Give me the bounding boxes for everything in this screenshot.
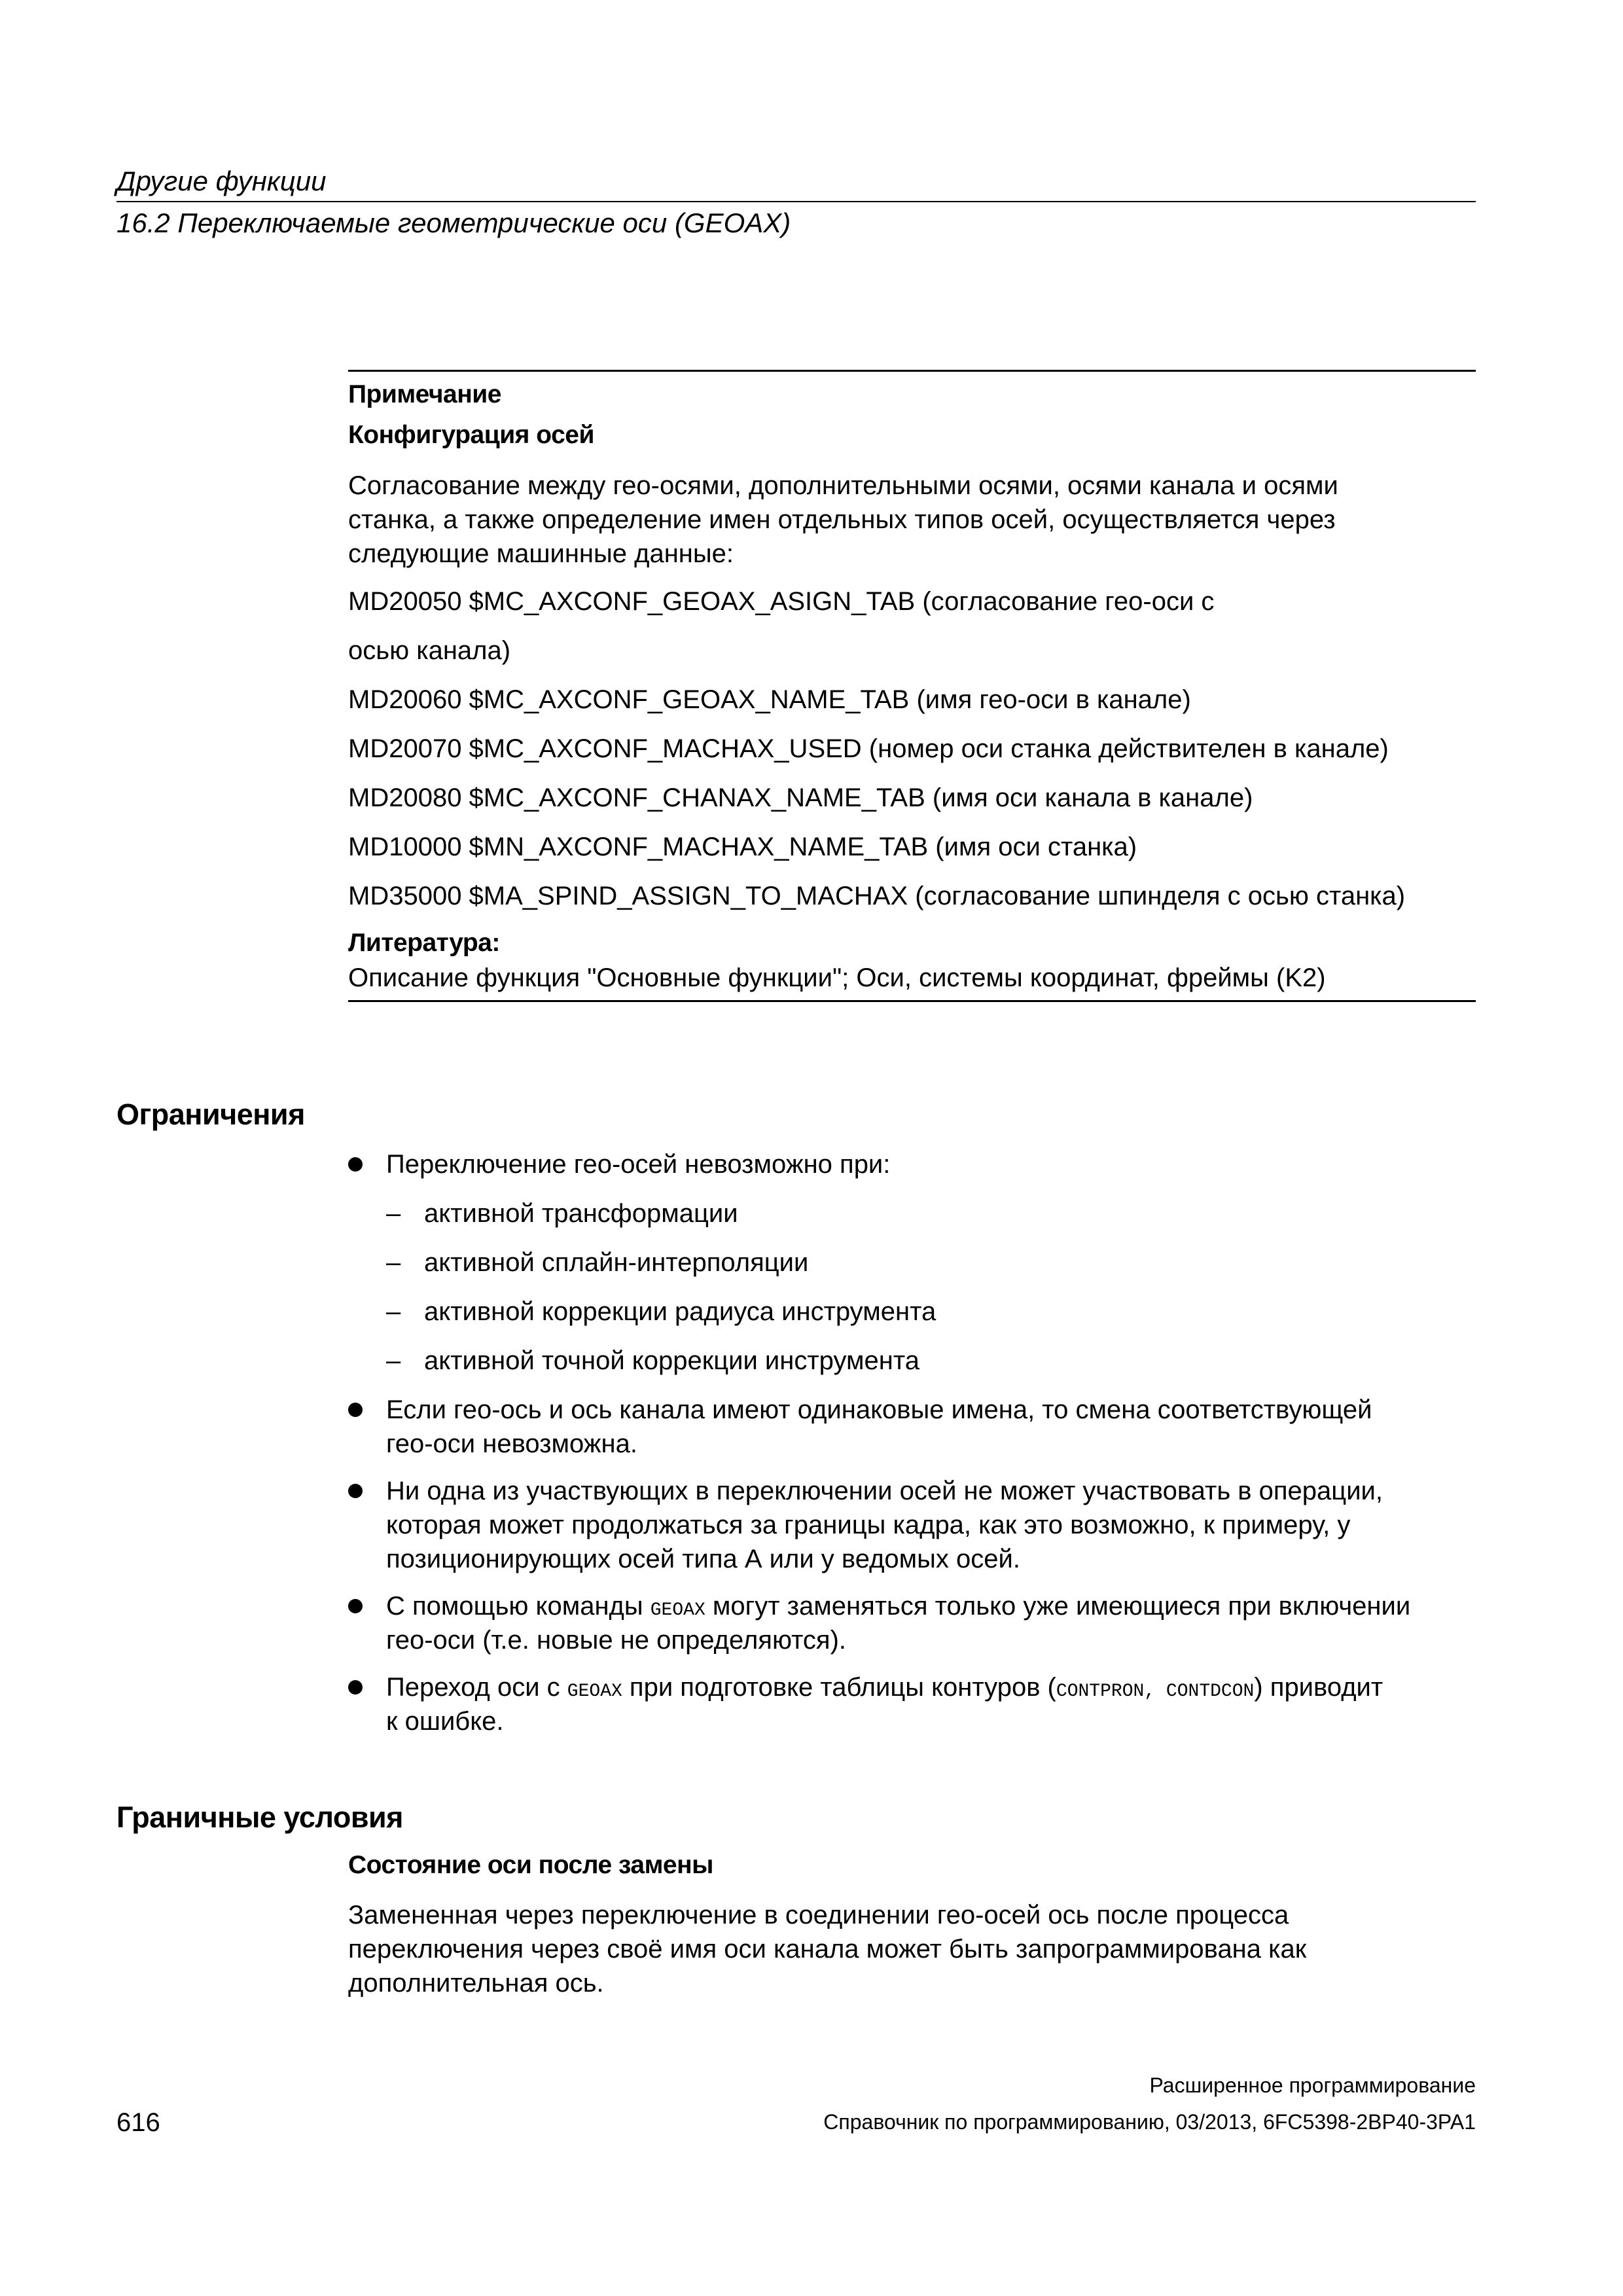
footer-line-2: Справочник по программированию, 03/2013, 6FC5398-2BP40-3PA1: [823, 2110, 1476, 2134]
bullet-text: гео-оси (т.е. новые не определяются).: [386, 1626, 847, 1655]
note-paragraph-line: станка, а также определение имен отдельных типов осей, осуществляется через: [348, 505, 1336, 534]
header-divider: [116, 201, 1476, 202]
note-title: Конфигурация осей: [348, 421, 594, 449]
md-line: MD20050 $MC_AXCONF_GEOAX_ASIGN_TAB (согласование гео-оси с: [348, 587, 1215, 616]
note-paragraph-line: следующие машинные данные:: [348, 539, 734, 568]
code-contdcon: CONTDCON: [1166, 1681, 1255, 1702]
note-label: Примечание: [348, 380, 501, 408]
bullet-text: Переход оси с GEOAX при подготовке таблицы контуров (CONTPRON, CONTDCON) приводит: [386, 1673, 1383, 1702]
dash-icon: –: [386, 1346, 401, 1375]
section-title: 16.2 Переключаемые геометрические оси (GEOAX): [116, 207, 791, 238]
bullet-icon: [348, 1599, 363, 1613]
md-line: MD20060 $MC_AXCONF_GEOAX_NAME_TAB (имя гео-оси в канале): [348, 685, 1191, 714]
bullet-text: к ошибке.: [386, 1707, 504, 1736]
code-geoax: GEOAX: [650, 1600, 705, 1621]
boundary-text-line: дополнительная ось.: [348, 1969, 604, 1998]
boundary-heading: Граничные условия: [116, 1801, 403, 1834]
md-line: MD20080 $MC_AXCONF_CHANAX_NAME_TAB (имя оси канала в канале): [348, 783, 1253, 812]
dash-item: активной точной коррекции инструмента: [424, 1346, 919, 1375]
bullet-text: позиционирующих осей типа А или у ведомых осей.: [386, 1545, 1020, 1573]
bullet-text: гео-оси невозможна.: [386, 1429, 638, 1458]
boundary-subheading: Состояние оси после замены: [348, 1851, 713, 1879]
dash-item: активной коррекции радиуса инструмента: [424, 1297, 936, 1326]
bullet-icon: [348, 1403, 363, 1417]
code-geoax: GEOAX: [567, 1681, 622, 1702]
restrictions-heading: Ограничения: [116, 1098, 305, 1131]
md-line: MD10000 $MN_AXCONF_MACHAX_NAME_TAB (имя оси станка): [348, 833, 1137, 861]
code-contpron: CONTPRON: [1056, 1681, 1145, 1702]
dash-icon: –: [386, 1248, 401, 1277]
footer-line-1: Расширенное программирование: [1149, 2073, 1476, 2097]
dash-icon: –: [386, 1297, 401, 1326]
bullet-icon: [348, 1680, 363, 1695]
md-line: осью канала): [348, 636, 511, 665]
dash-item: активной трансформации: [424, 1199, 738, 1228]
bullet-icon: [348, 1484, 363, 1498]
dash-icon: –: [386, 1199, 401, 1228]
literature-label: Литература:: [348, 929, 500, 957]
bullet-icon: [348, 1157, 363, 1172]
bullet-text: Ни одна из участвующих в переключении осей не может участвовать в операции,: [386, 1477, 1383, 1505]
note-bottom-rule: [348, 1000, 1476, 1002]
md-line: MD35000 $MA_SPIND_ASSIGN_TO_MACHAX (согласование шпинделя с осью станка): [348, 882, 1406, 910]
boundary-text-line: переключения через своё имя оси канала может быть запрограммирована как: [348, 1935, 1307, 1964]
md-line: MD20070 $MC_AXCONF_MACHAX_USED (номер оси станка действителен в канале): [348, 734, 1389, 763]
bullet-text: которая может продолжаться за границы кадра, как это возможно, к примеру, у: [386, 1511, 1351, 1539]
note-paragraph-line: Согласование между гео-осями, дополнительными осями, осями канала и осями: [348, 471, 1338, 500]
bullet-text: Переключение гео-осей невозможно при:: [386, 1150, 891, 1179]
literature-text: Описание функция "Основные функции"; Оси, системы координат, фреймы (K2): [348, 963, 1326, 992]
dash-item: активной сплайн-интерполяции: [424, 1248, 809, 1277]
bullet-text: Если гео-ось и ось канала имеют одинаковые имена, то смена соответствующей: [386, 1395, 1372, 1424]
bullet-text: С помощью команды GEOAX могут заменяться только уже имеющиеся при включении: [386, 1592, 1411, 1621]
boundary-text-line: Замененная через переключение в соединении гео-осей ось после процесса: [348, 1901, 1289, 1929]
note-top-rule: [348, 370, 1476, 372]
chapter-title: Другие функции: [116, 166, 327, 196]
page-number: 616: [116, 2108, 160, 2137]
